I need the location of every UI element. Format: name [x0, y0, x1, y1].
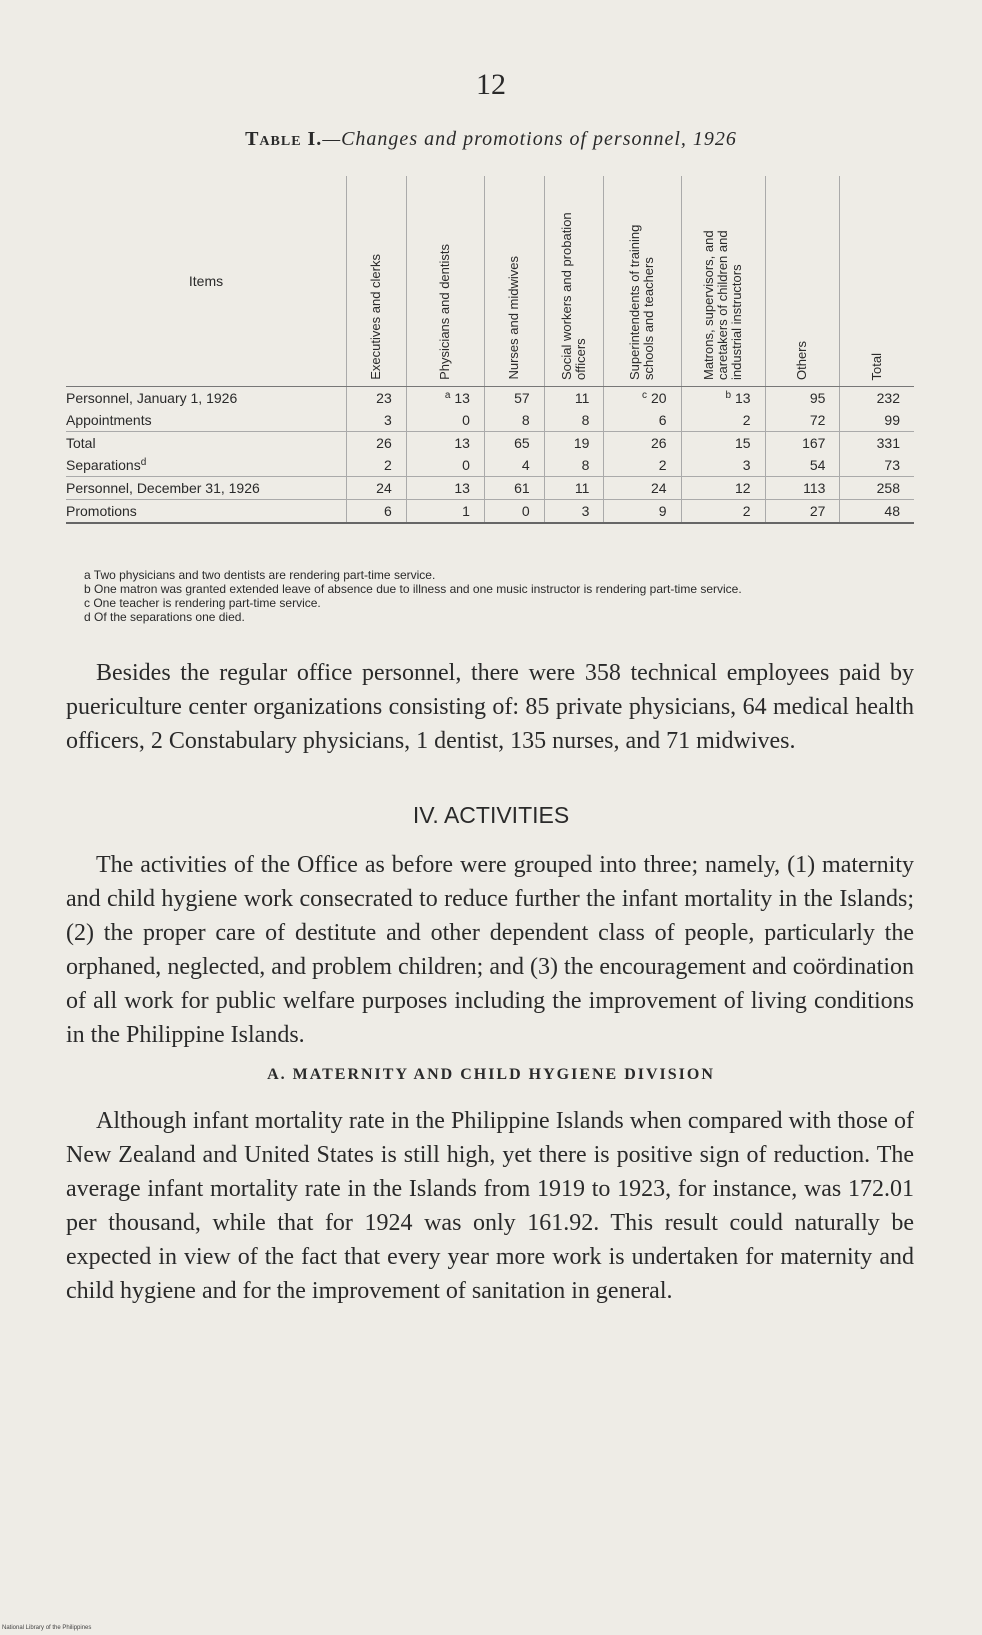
table-cell: 26: [604, 432, 681, 455]
table-cell: 27: [765, 500, 840, 524]
table-cell: 113: [765, 477, 840, 500]
subsection-heading: A. MATERNITY AND CHILD HYGIENE DIVISION: [267, 1066, 715, 1083]
table-cell: 48: [840, 500, 914, 524]
table-row: [66, 477, 914, 500]
table-cell: $^c$ 20: [604, 387, 681, 410]
paragraph-text: Besides the regular office personnel, there were 358 technical employees paid by puericulture center organizations consisting of: 85 private physicians, 64 medical health officers, 2 Constabulary physicians, 1 dentist, 135 nurses, and 71 midwives.: [66, 660, 914, 754]
row-label: Promotions: [66, 500, 347, 524]
row-label: Total: [66, 435, 96, 451]
column-header-label: Social workers and probation officers: [559, 212, 589, 380]
page-number: 12: [476, 68, 506, 101]
table-row: [66, 432, 914, 455]
paragraph-technical-employees: [66, 656, 914, 758]
table-cell: 0: [406, 409, 484, 432]
table-cell: 2: [681, 409, 765, 432]
footnote-marker: d: [140, 457, 147, 468]
table-cell: $^b$ 13: [681, 387, 765, 410]
table-row: [66, 454, 914, 477]
table-cell: 3: [681, 454, 765, 477]
table-header-row: [66, 176, 914, 387]
table-cell: 11: [544, 387, 604, 410]
row-label: Appointments: [66, 409, 347, 432]
table-cell: 54: [765, 454, 840, 477]
footnote: d Of the separations one died.: [84, 610, 245, 624]
column-header-label: Matrons, supervisors, and caretakers of children and industrial instructors: [701, 230, 745, 380]
column-header-label: Executives and clerks: [368, 254, 384, 380]
table-cell: 8: [484, 409, 544, 432]
table-cell: 95: [765, 387, 840, 410]
column-header-label: Physicians and dentists: [437, 244, 453, 380]
column-header: [604, 176, 681, 387]
table-cell: 3: [347, 409, 407, 432]
table-cell: 258: [840, 477, 914, 500]
table-cell: 57: [484, 387, 544, 410]
footnote-marker: b: [725, 390, 732, 401]
table-cell: 6: [347, 500, 407, 524]
table-cell: 24: [347, 477, 407, 500]
table-cell: 65: [484, 432, 544, 455]
table-cell: 167: [765, 432, 840, 455]
footer-credit: National Library of the Philippines: [2, 1625, 92, 1631]
table-cell: 331: [840, 432, 914, 455]
table-cell: 61: [484, 477, 544, 500]
paragraph-text: The activities of the Office as before were grouped into three; namely, (1) maternity and child hygiene work consecrated to reduce further the infant mortality in the Islands; (2) the proper care of destitute and other dependent class of people, particularly the orphaned, neglected, and problem children; and (3) the encouragement and coördination of all work for public welfare purposes including the improvement of living conditions in the Philippine Islands.: [66, 852, 914, 1048]
table-cell: 8: [544, 454, 604, 477]
column-header: [484, 176, 544, 387]
table-cell: $^a$ 13: [406, 387, 484, 410]
items-header: Items: [66, 176, 347, 387]
table-cell: 99: [840, 409, 914, 432]
table-cell: 1: [406, 500, 484, 524]
table-cell: 9: [604, 500, 681, 524]
column-header-label: Others: [794, 340, 810, 380]
table-cell: 2: [604, 454, 681, 477]
column-header-label: Superintendents of training schools and teachers: [627, 224, 657, 380]
table-cell: 2: [347, 454, 407, 477]
table-cell: 26: [347, 432, 407, 455]
table-cell: 232: [840, 387, 914, 410]
table-cell: 72: [765, 409, 840, 432]
table-body: [66, 387, 914, 524]
table-caption-label: Table I.: [245, 128, 323, 150]
column-header-label: Nurses and midwives: [506, 256, 522, 380]
table-cell: 3: [544, 500, 604, 524]
table-row: [66, 409, 914, 432]
row-label: Personnel, December 31, 1926: [66, 477, 347, 500]
table-row: [66, 387, 914, 410]
column-header: [406, 176, 484, 387]
table-cell: 0: [406, 454, 484, 477]
table-cell: 13: [406, 432, 484, 455]
table-cell: 8: [544, 409, 604, 432]
row-label: Personnel, January 1, 1926: [66, 390, 238, 406]
column-header: [840, 176, 914, 387]
footnote: c One teacher is rendering part-time service.: [84, 596, 321, 610]
table-cell: 12: [681, 477, 765, 500]
table-cell: 23: [347, 387, 407, 410]
table-cell: 19: [544, 432, 604, 455]
column-header: [681, 176, 765, 387]
section-heading: IV. ACTIVITIES: [412, 802, 570, 828]
table-caption: [0, 128, 982, 151]
table-cell: 11: [544, 477, 604, 500]
table-cell: 4: [484, 454, 544, 477]
paragraph-text: Although infant mortality rate in the Philippine Islands when compared with those of New Zealand and United States is still high, yet there is positive sign of reduction. The average infant mortality rate in the Islands from 1919 to 1923, for instance, was 172.01 per thousand, while that for 1924 was only 161.92. This result could naturally be expected in view of the fact that every year more work is undertaken for maternity and child hygiene and for the improvement of sanitation in general.: [66, 1108, 914, 1304]
personnel-table: [66, 176, 914, 524]
footnote-marker: c: [642, 390, 648, 401]
table-footnotes: [66, 568, 914, 624]
table-caption-title: —Changes and promotions of personnel, 1926: [322, 128, 737, 150]
footnote-marker: a: [444, 390, 451, 401]
row-label: Separations$^d$: [66, 454, 347, 477]
table-row: [66, 500, 914, 524]
column-header: [765, 176, 840, 387]
paragraph-infant-mortality: [66, 1104, 914, 1308]
table-cell: 0: [484, 500, 544, 524]
column-header: [347, 176, 407, 387]
table-cell: 6: [604, 409, 681, 432]
footnote: b One matron was granted extended leave of absence due to illness and one music instructor is rendering part-time service.: [84, 582, 742, 596]
table-cell: 2: [681, 500, 765, 524]
paragraph-activities: [66, 848, 914, 1052]
table-cell: 15: [681, 432, 765, 455]
table-cell: 24: [604, 477, 681, 500]
column-header: [544, 176, 604, 387]
table-cell: 13: [406, 477, 484, 500]
footnote: a Two physicians and two dentists are rendering part-time service.: [84, 568, 436, 582]
column-header-label: Total: [869, 352, 885, 380]
table-cell: 73: [840, 454, 914, 477]
